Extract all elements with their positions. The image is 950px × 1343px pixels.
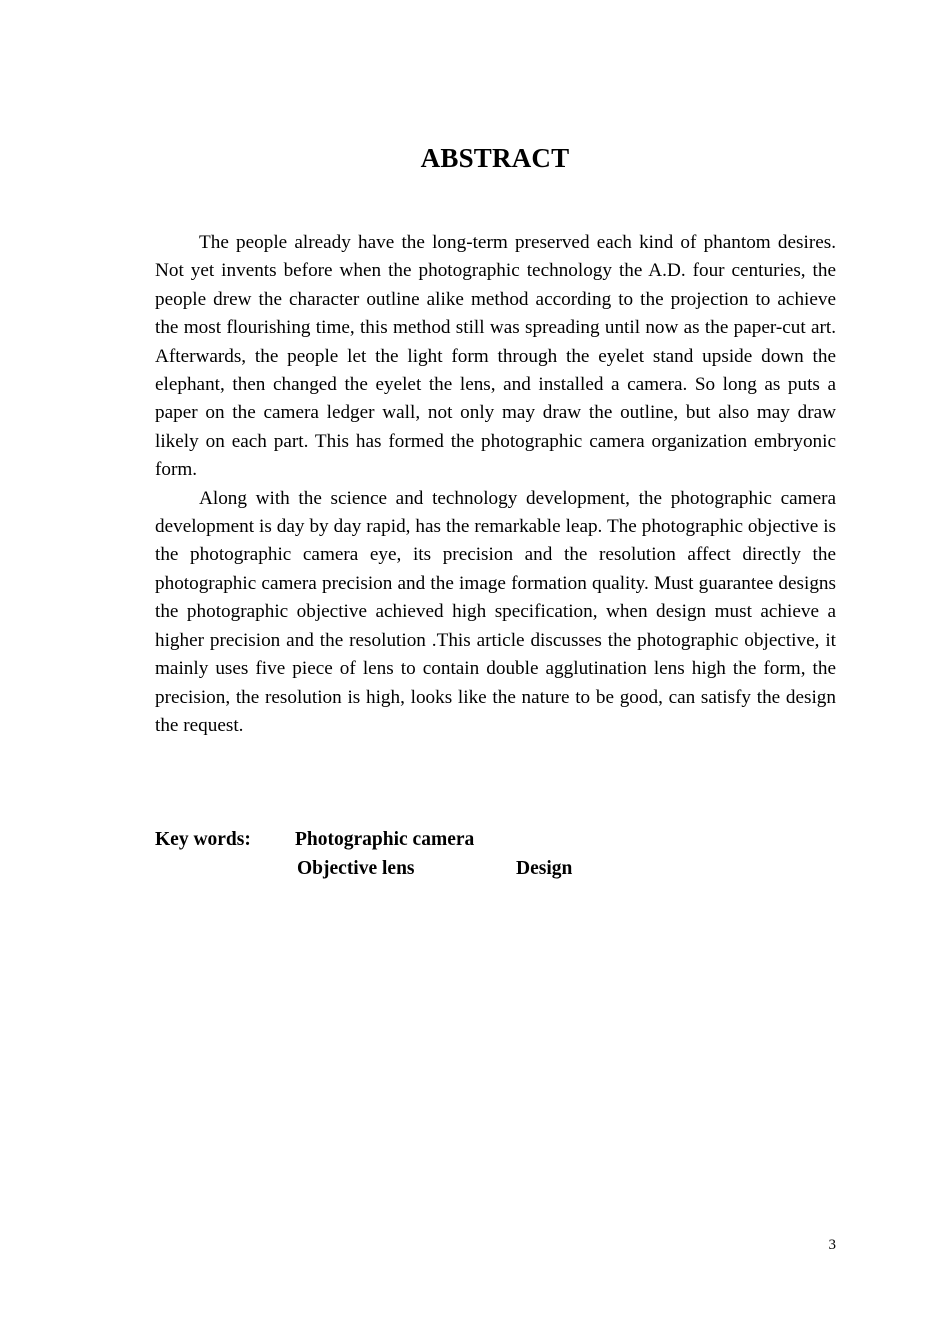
abstract-paragraph-2: Along with the science and technology development, the photographic camera development is day by day rapid, has the remarkable leap. The photographic objective is the photographic camera eye, its precision and the resolution affect directly the photographic camera precision and the image formation quality. Must guarantee designs the photographic objective achieved high specification, when design must achieve a higher precision and the resolution .This article discusses the photographic objective, it mainly uses five piece of lens to contain double agglutination lens high the form, the precision, the resolution is high, looks like the nature to be good, can satisfy the design the request. — [155, 487, 836, 736]
keyword-design: Design — [516, 857, 573, 879]
keywords-row-1 — [155, 826, 836, 855]
keywords-label: Key words: — [155, 829, 251, 850]
keyword-photographic-camera: Photographic camera — [295, 829, 475, 850]
abstract-body — [155, 229, 836, 740]
keywords-row-2 — [155, 855, 836, 884]
keyword-objective-lens: Objective lens — [297, 857, 415, 879]
keywords-section — [155, 826, 836, 883]
page-number: 3 — [828, 1237, 836, 1253]
abstract-title: ABSTRACT — [420, 143, 570, 173]
abstract-paragraph-1: The people already have the long-term preserved each kind of phantom desires. Not yet invents before when the photographic technology the A.D. four centuries, the people drew the character outline alike method according to the projection to achieve the most flourishing time, this method still was spreading until now as the paper-cut art. Afterwards, the people let the light form through the eyelet stand upside down the elephant, then changed the eyelet the lens, and installed a camera. So long as puts a paper on the camera ledger wall, not only may draw the outline, but also may draw likely on each part. This has formed the photographic camera organization embryonic form. — [155, 232, 836, 481]
